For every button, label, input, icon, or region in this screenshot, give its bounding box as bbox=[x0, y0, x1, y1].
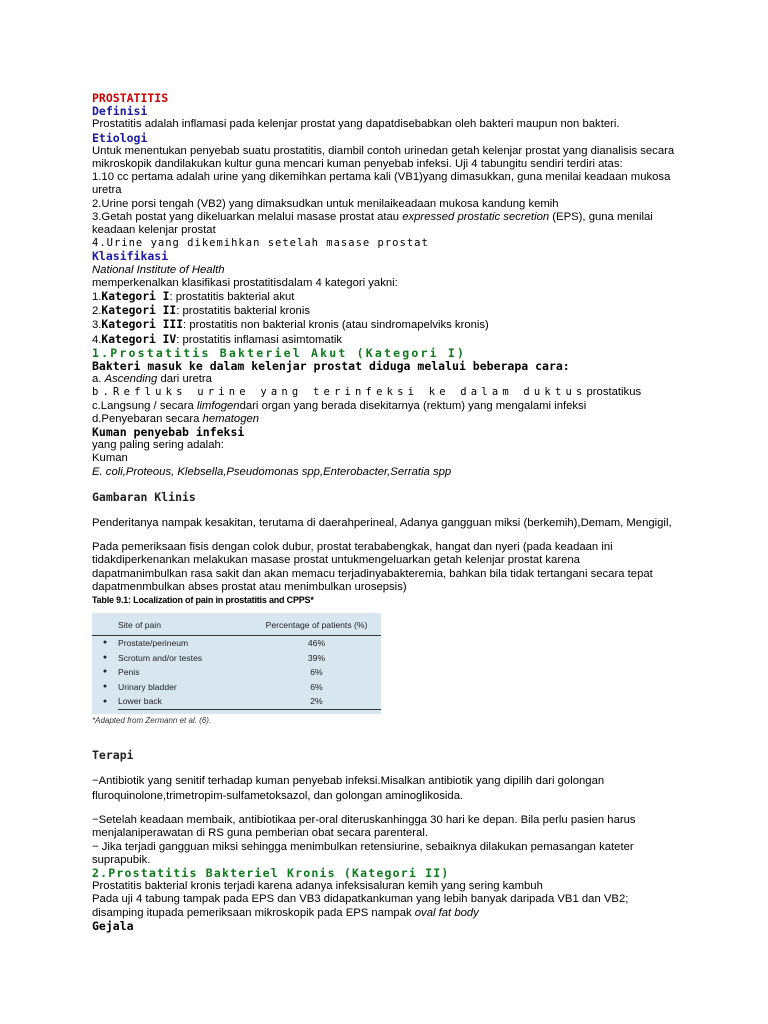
kronis-heading: 2.Prostatitis Bakteriel Kronis (Kategori II) bbox=[92, 866, 450, 881]
table-row bbox=[92, 694, 381, 709]
akut-heading: 1.Prostatitis Bakteriel Akut (Kategori I) bbox=[92, 345, 467, 360]
akut-item-c-pre: c.Langsung / secara bbox=[92, 399, 197, 412]
akut-item-c-em: limfogen bbox=[196, 399, 240, 412]
akut-item-c bbox=[92, 400, 677, 413]
etiologi-item-3-pre: 3.Getah postat yang dikeluarkan melalui masase prostat atau bbox=[92, 210, 403, 223]
akut-subheading: Bakteri masuk ke dalam kelenjar prostat diduga melalui beberapa cara: bbox=[92, 359, 570, 374]
kategori-3-label: Kategori III bbox=[101, 318, 184, 332]
etiologi-item-3 bbox=[92, 211, 677, 237]
kategori-2-label: Kategori II bbox=[101, 304, 177, 318]
kuman-label: Kuman bbox=[92, 452, 128, 465]
pain-table-box bbox=[92, 613, 381, 714]
klasifikasi-heading: Klasifikasi bbox=[92, 249, 169, 264]
definisi-heading: Definisi bbox=[92, 104, 148, 119]
table-cell-pct: 39% bbox=[307, 652, 326, 663]
kronis-p2 bbox=[92, 893, 677, 919]
bullet-icon: ● bbox=[102, 639, 108, 647]
table-header-pct: Percentage of patients (%) bbox=[252, 618, 381, 636]
document-title: PROSTATITIS bbox=[92, 91, 169, 105]
akut-item-a-pre: a. bbox=[92, 373, 105, 386]
bullet-icon: ● bbox=[102, 653, 108, 661]
terapi-p3: − Jika terjadi gangguan miksi sehingga menimbulkan retensiurine, sebaiknya dilakukan pemasangan kateter suprapubik. bbox=[92, 840, 634, 866]
table-cell-site: Lower back bbox=[118, 694, 252, 709]
etiologi-intro: Untuk menentukan penyebab suatu prostatitis, diambil contoh urinedan getah kelenjar prostat yang dianalisis secara mikroskopik dandilakukan kultur guna mencari kuman penyebab infeksi. Uji 4 tabungitu sendiri terdiri atas: bbox=[92, 144, 675, 171]
table-row bbox=[92, 680, 381, 695]
klasifikasi-intro: memperkenalkan klasifikasi prostatitisdalam 4 kategori yakni: bbox=[92, 276, 398, 289]
table-row bbox=[92, 636, 381, 651]
akut-item-d-em: hematogen bbox=[202, 412, 260, 425]
kategori-1 bbox=[92, 290, 677, 304]
definisi-text: Prostatitis adalah inflamasi pada kelenjar prostat yang dapatdisebabkan oleh bakteri maupun non bakteri. bbox=[92, 118, 620, 131]
kategori-4-label: Kategori IV bbox=[101, 332, 177, 346]
akut-item-a bbox=[92, 373, 677, 386]
akut-item-c-post: dari organ yang berada disekitarnya (rektum) yang mengalami infeksi bbox=[239, 399, 587, 412]
etiologi-item-1: 1.10 cc pertama adalah urine yang dikemihkan pertama kali (VB1)yang dimasukkan, guna menilai keadaan mukosa uretra bbox=[92, 171, 671, 197]
kategori-2 bbox=[92, 304, 677, 318]
gejala-heading: Gejala bbox=[92, 918, 134, 933]
bullet-icon: ● bbox=[102, 668, 108, 676]
akut-item-a-post: dari uretra bbox=[157, 373, 212, 386]
table-cell-site: Prostate/perineum bbox=[118, 638, 189, 649]
klasifikasi-nih-text: National Institute of Health bbox=[92, 263, 225, 276]
table-row bbox=[92, 651, 381, 666]
kategori-3 bbox=[92, 318, 677, 332]
kategori-3-text: : prostatitis non bakterial kronis (atau sindromapelviks kronis) bbox=[183, 319, 489, 332]
table-note: *Adapted from Zermann et al. (6). bbox=[92, 715, 212, 725]
kuman-list-text: E. coli,Proteous, Klebsella,Pseudomonas spp,Enterobacter,Serratia spp bbox=[92, 465, 452, 478]
etiologi-heading: Etiologi bbox=[92, 130, 148, 145]
kuman-list bbox=[92, 466, 677, 479]
kategori-1-label: Kategori I bbox=[101, 290, 170, 304]
table-cell-pct: 6% bbox=[310, 667, 323, 678]
kronis-p2-pre: Pada uji 4 tabung tampak pada EPS dan VB3 didapatkankuman yang lebih banyak daripada VB1 dan VB2; disamping itupada pemeriksaan mikroskopik pada EPS nampak bbox=[92, 893, 629, 919]
spacer bbox=[92, 531, 677, 541]
table-header-row bbox=[92, 618, 381, 636]
kategori-1-num: 1. bbox=[92, 291, 102, 304]
table-header-site: Site of pain bbox=[118, 618, 252, 636]
kronis-p1: Prostatitis bakterial kronis terjadi karena adanya infeksisaluran kemih yang sering kambuh bbox=[92, 880, 543, 893]
etiologi-item-3-post: (EPS), guna menilai keadaan kelenjar prostat bbox=[92, 210, 653, 237]
terapi-p2: −Setelah keadaan membaik, antibiotikaa per-oral diteruskanhingga 30 hari ke depan. Bila perlu pasien harus menjalaniperawatan di RS guna pemberian obat secara parenteral. bbox=[92, 814, 636, 840]
spacer bbox=[92, 727, 677, 749]
gambaran-p1: Penderitanya nampak kesakitan, terutama di daerahperineal, Adanya gangguan miksi (berkemih),Demam, Mengigil, bbox=[92, 517, 672, 530]
spacer bbox=[92, 504, 677, 516]
gambaran-heading: Gambaran Klinis bbox=[92, 489, 196, 504]
kategori-2-num: 2. bbox=[92, 305, 102, 318]
akut-item-b bbox=[92, 386, 677, 399]
kategori-4 bbox=[92, 333, 677, 347]
table-cell-site: Urinary bladder bbox=[118, 681, 177, 692]
etiologi-item-2: 2.Urine porsi tengah (VB2) yang dimaksudkan untuk menilaikeadaan mukosa kandung kemih bbox=[92, 197, 559, 210]
bullet-icon: ● bbox=[102, 682, 108, 690]
etiologi-item-4: 4.Urine yang dikemihkan setelah masase prostat bbox=[92, 237, 429, 250]
kuman-heading: Kuman penyebab infeksi bbox=[92, 425, 245, 440]
document-body bbox=[92, 92, 677, 933]
table-header-bullet bbox=[92, 618, 118, 636]
kuman-intro: yang paling sering adalah: bbox=[92, 439, 224, 452]
table-row bbox=[92, 665, 381, 680]
table-cell-pct: 46% bbox=[307, 638, 326, 649]
kronis-p2-em: oval fat body bbox=[414, 906, 479, 919]
table-caption: Table 9.1: Localization of pain in prostatitis and CPPS* bbox=[92, 594, 314, 605]
kategori-2-text: : prostatitis bakterial kronis bbox=[176, 305, 310, 318]
pain-table bbox=[92, 618, 381, 710]
spacer bbox=[92, 762, 677, 774]
terapi-p1: −Antibiotik yang senitif terhadap kuman penyebab infeksi.Misalkan antibiotik yang dipilih dari golongan fluroquinolone,trimetropim-sulfametoksazol, dan golongan aminoglikosida. bbox=[92, 775, 605, 803]
spacer bbox=[92, 804, 677, 814]
bullet-icon: ● bbox=[102, 697, 108, 705]
table-cell-site: Scrotum and/or testes bbox=[118, 652, 203, 663]
terapi-heading: Terapi bbox=[92, 748, 134, 763]
klasifikasi-nih bbox=[92, 264, 677, 277]
kategori-4-text: : prostatitis inflamasi asimtomatik bbox=[176, 333, 342, 346]
kategori-1-text: : prostatitis bakterial akut bbox=[169, 291, 295, 304]
akut-item-a-em: Ascending bbox=[104, 373, 158, 386]
akut-item-b-spaced: b.Refluks urine yang terinfeksi ke dalam duktus bbox=[92, 386, 587, 399]
gambaran-p2: Pada pemeriksaan fisis dengan colok dubur, prostat terababengkak, hangat dan nyeri (pada keadaan ini tidakdiperkenankan melakukan masase prostat untukmengeluarkan getah kelenjar prostat karena dapatmanimbulkan rasa sakit dan akan memacu terjadinyabakteremia, bahkan bila tidak tertangani secara tepat dapatmenmbulkan abses prostat atau menimbulkan urosepsis) bbox=[92, 541, 653, 593]
kategori-4-num: 4. bbox=[92, 333, 102, 346]
table-cell-site: Penis bbox=[118, 667, 140, 678]
table-cell-pct: 2% bbox=[252, 694, 381, 709]
kategori-3-num: 3. bbox=[92, 319, 102, 332]
akut-item-b-post: prostatikus bbox=[586, 386, 642, 399]
table-cell-pct: 6% bbox=[310, 681, 323, 692]
akut-item-d-pre: d.Penyebaran secara bbox=[92, 412, 203, 425]
etiologi-item-3-em: expressed prostatic secretion bbox=[402, 210, 550, 223]
